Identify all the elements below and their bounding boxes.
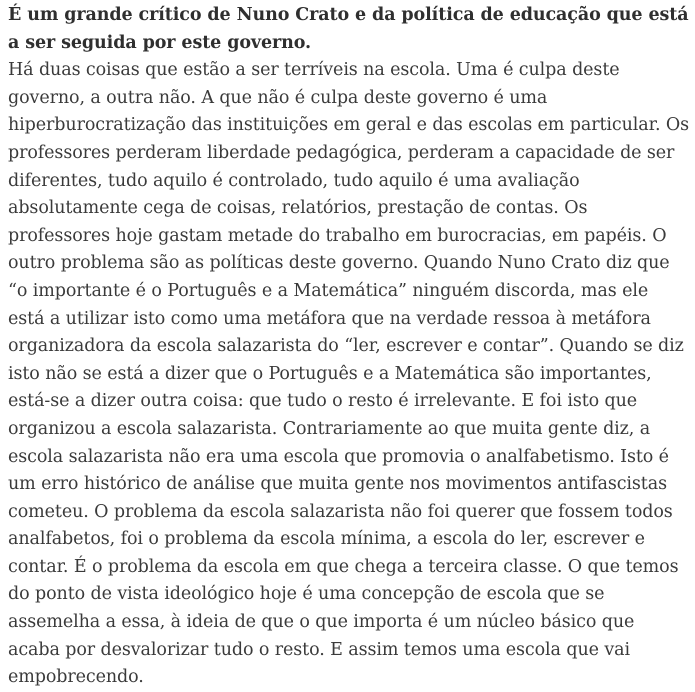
interview-question: É um grande crítico de Nuno Crato e da política de educação que está a ser seguida por este governo. bbox=[8, 5, 689, 53]
interview-answer: Há duas coisas que estão a ser terríveis na escola. Uma é culpa deste governo, a outra não. A que não é culpa deste governo é uma hiperburocratização das instituições em geral e das escolas em particular. Os professores perderam liberdade pedagógica, perderam a capacidade de ser diferentes, tudo aquilo é controlado, tudo aquilo é uma avaliação absolutamente cega de coisas, relatórios, prestação de contas. Os professores hoje gastam metade do trabalho em burocracias, em papéis. O outro problema são as políticas deste governo. Quando Nuno Crato diz que “o importante é o Português e a Matemática” ninguém discorda, mas ele está a utilizar isto como uma metáfora que na verdade ressoa à metáfora organizadora da escola salazarista do “ler, escrever e contar”. Quando se diz isto não se está a dizer que o Português e a Matemática são importantes, está-se a dizer outra coisa: que tudo o resto é irrelevante. E foi isto que organizou a escola salazarista. Contrariamente ao que muita gente diz, a escola salazarista não era uma escola que promovia o analfabetismo. Isto é um erro histórico de análise que muita gente nos movimentos antifascistas cometeu. O problema da escola salazarista não foi querer que fossem todos analfabetos, foi o problema da escola mínima, a escola do ler, escrever e contar. É o problema da escola em que chega a terceira classe. O que temos do ponto de vista ideológico hoje é uma concepção de escola que se assemelha a essa, à ideia de que o que importa é um núcleo básico que acaba por desvalorizar tudo o resto. E assim temos uma escola que vai empobrecendo. bbox=[8, 60, 689, 688]
